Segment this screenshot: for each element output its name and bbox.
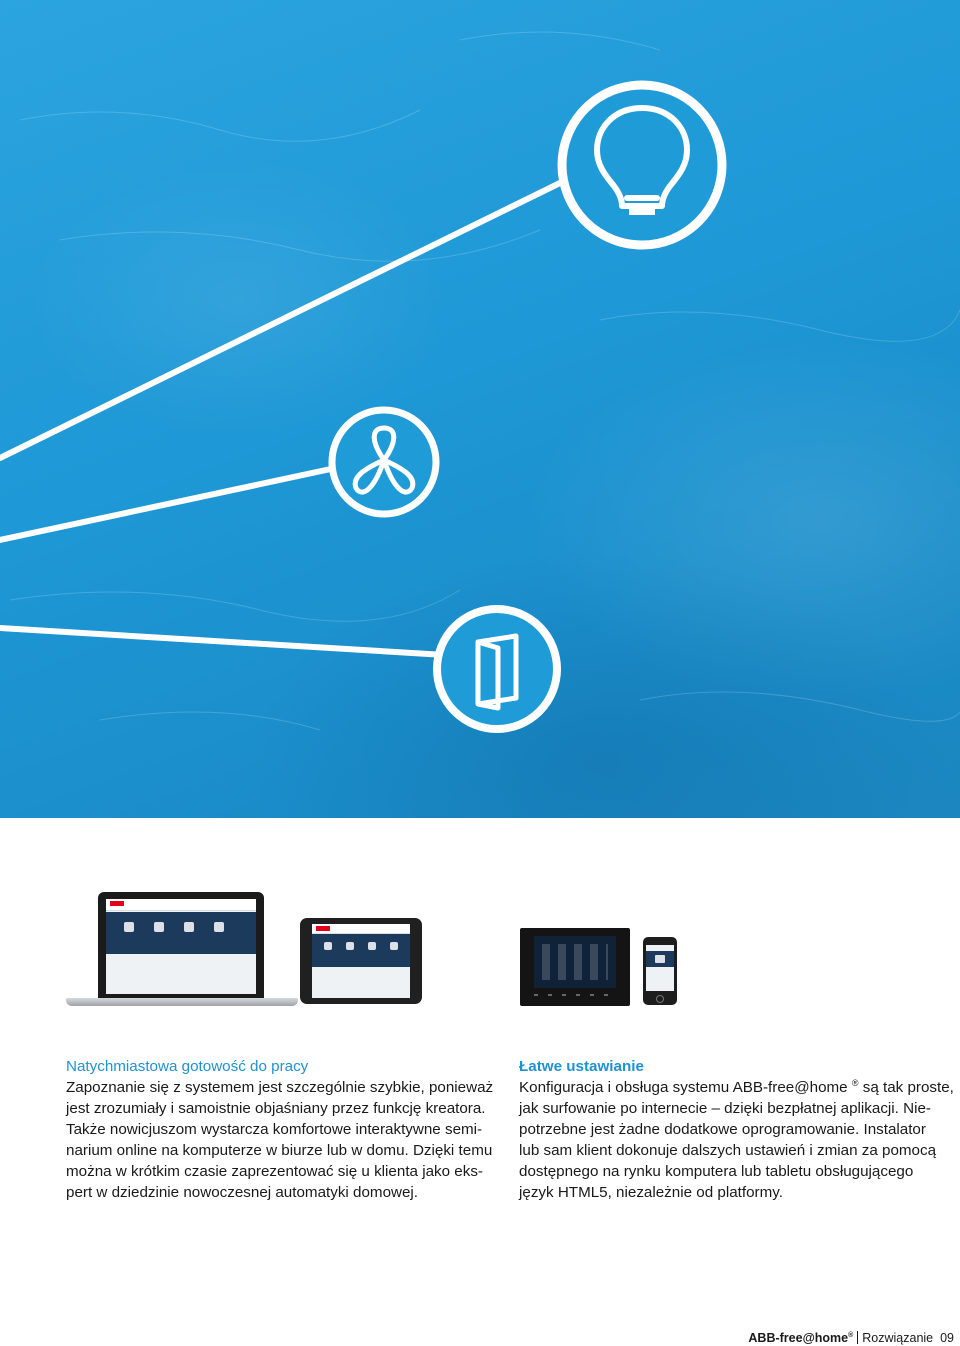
devices-row <box>0 880 960 1030</box>
left-body <box>66 1077 511 1203</box>
door-icon <box>437 609 557 729</box>
footer-brand-name: ABB-free@home <box>748 1331 849 1345</box>
left-text-section <box>66 1056 511 1203</box>
footer-brand <box>748 1331 853 1345</box>
right-line: jak surfowanie po internecie – dzięki bezpłatnej aplikacji. Nie- <box>519 1100 931 1117</box>
left-line: Także nowicjuszom wystarcza komfortowe interaktywne semi- <box>66 1121 483 1138</box>
right-body <box>519 1077 960 1203</box>
page-number: 09 <box>940 1331 954 1345</box>
laptop-device <box>66 892 298 1016</box>
footer-registered-mark: ® <box>848 1331 854 1339</box>
right-line: dostępnego na rynku komputera lub tabletu obsługującego <box>519 1163 914 1180</box>
right-line: potrzebne jest żadne dodatkowe oprogramowanie. Instalator <box>519 1121 926 1138</box>
left-line: można w krótkim czasie zaprezentować się u klienta jako eks- <box>66 1163 483 1180</box>
registered-mark: ® <box>851 1077 859 1088</box>
laptop-screen <box>106 899 256 994</box>
left-line: Zapoznanie się z systemem jest szczególnie szybkie, ponieważ <box>66 1079 494 1096</box>
left-line: narium online na komputerze w biurze lub w domu. Dzięki temu <box>66 1142 493 1159</box>
wall-panel-device <box>520 928 630 1006</box>
left-heading: Natychmiastowa gotowość do pracy <box>66 1058 309 1075</box>
left-line: jest zrozumiały i samoistnie objaśniany przez funkcję kreatora. <box>66 1100 486 1117</box>
right-line: język HTML5, niezależnie od platformy. <box>519 1184 783 1201</box>
footer-section: Rozwiązanie <box>862 1331 934 1345</box>
right-line: Konfiguracja i obsługa systemu ABB-free@home <box>519 1079 848 1096</box>
tablet-screen <box>312 924 410 998</box>
fan-icon <box>332 410 436 514</box>
right-line: lub sam klient dokonuje dalszych ustawień i zmian za pomocą <box>519 1142 937 1159</box>
right-heading: Łatwe ustawianie <box>519 1058 644 1075</box>
right-line: są tak proste, <box>858 1079 954 1096</box>
lightbulb-icon <box>562 85 722 245</box>
footer-separator <box>857 1331 858 1344</box>
left-line: pert w dziedzinie nowoczesnej automatyki domowej. <box>66 1184 419 1201</box>
right-text-section <box>519 1056 960 1203</box>
tablet-device <box>300 918 422 1004</box>
connection-lines <box>0 182 562 655</box>
page-footer <box>748 1331 954 1345</box>
smartphone-device <box>643 937 677 1005</box>
